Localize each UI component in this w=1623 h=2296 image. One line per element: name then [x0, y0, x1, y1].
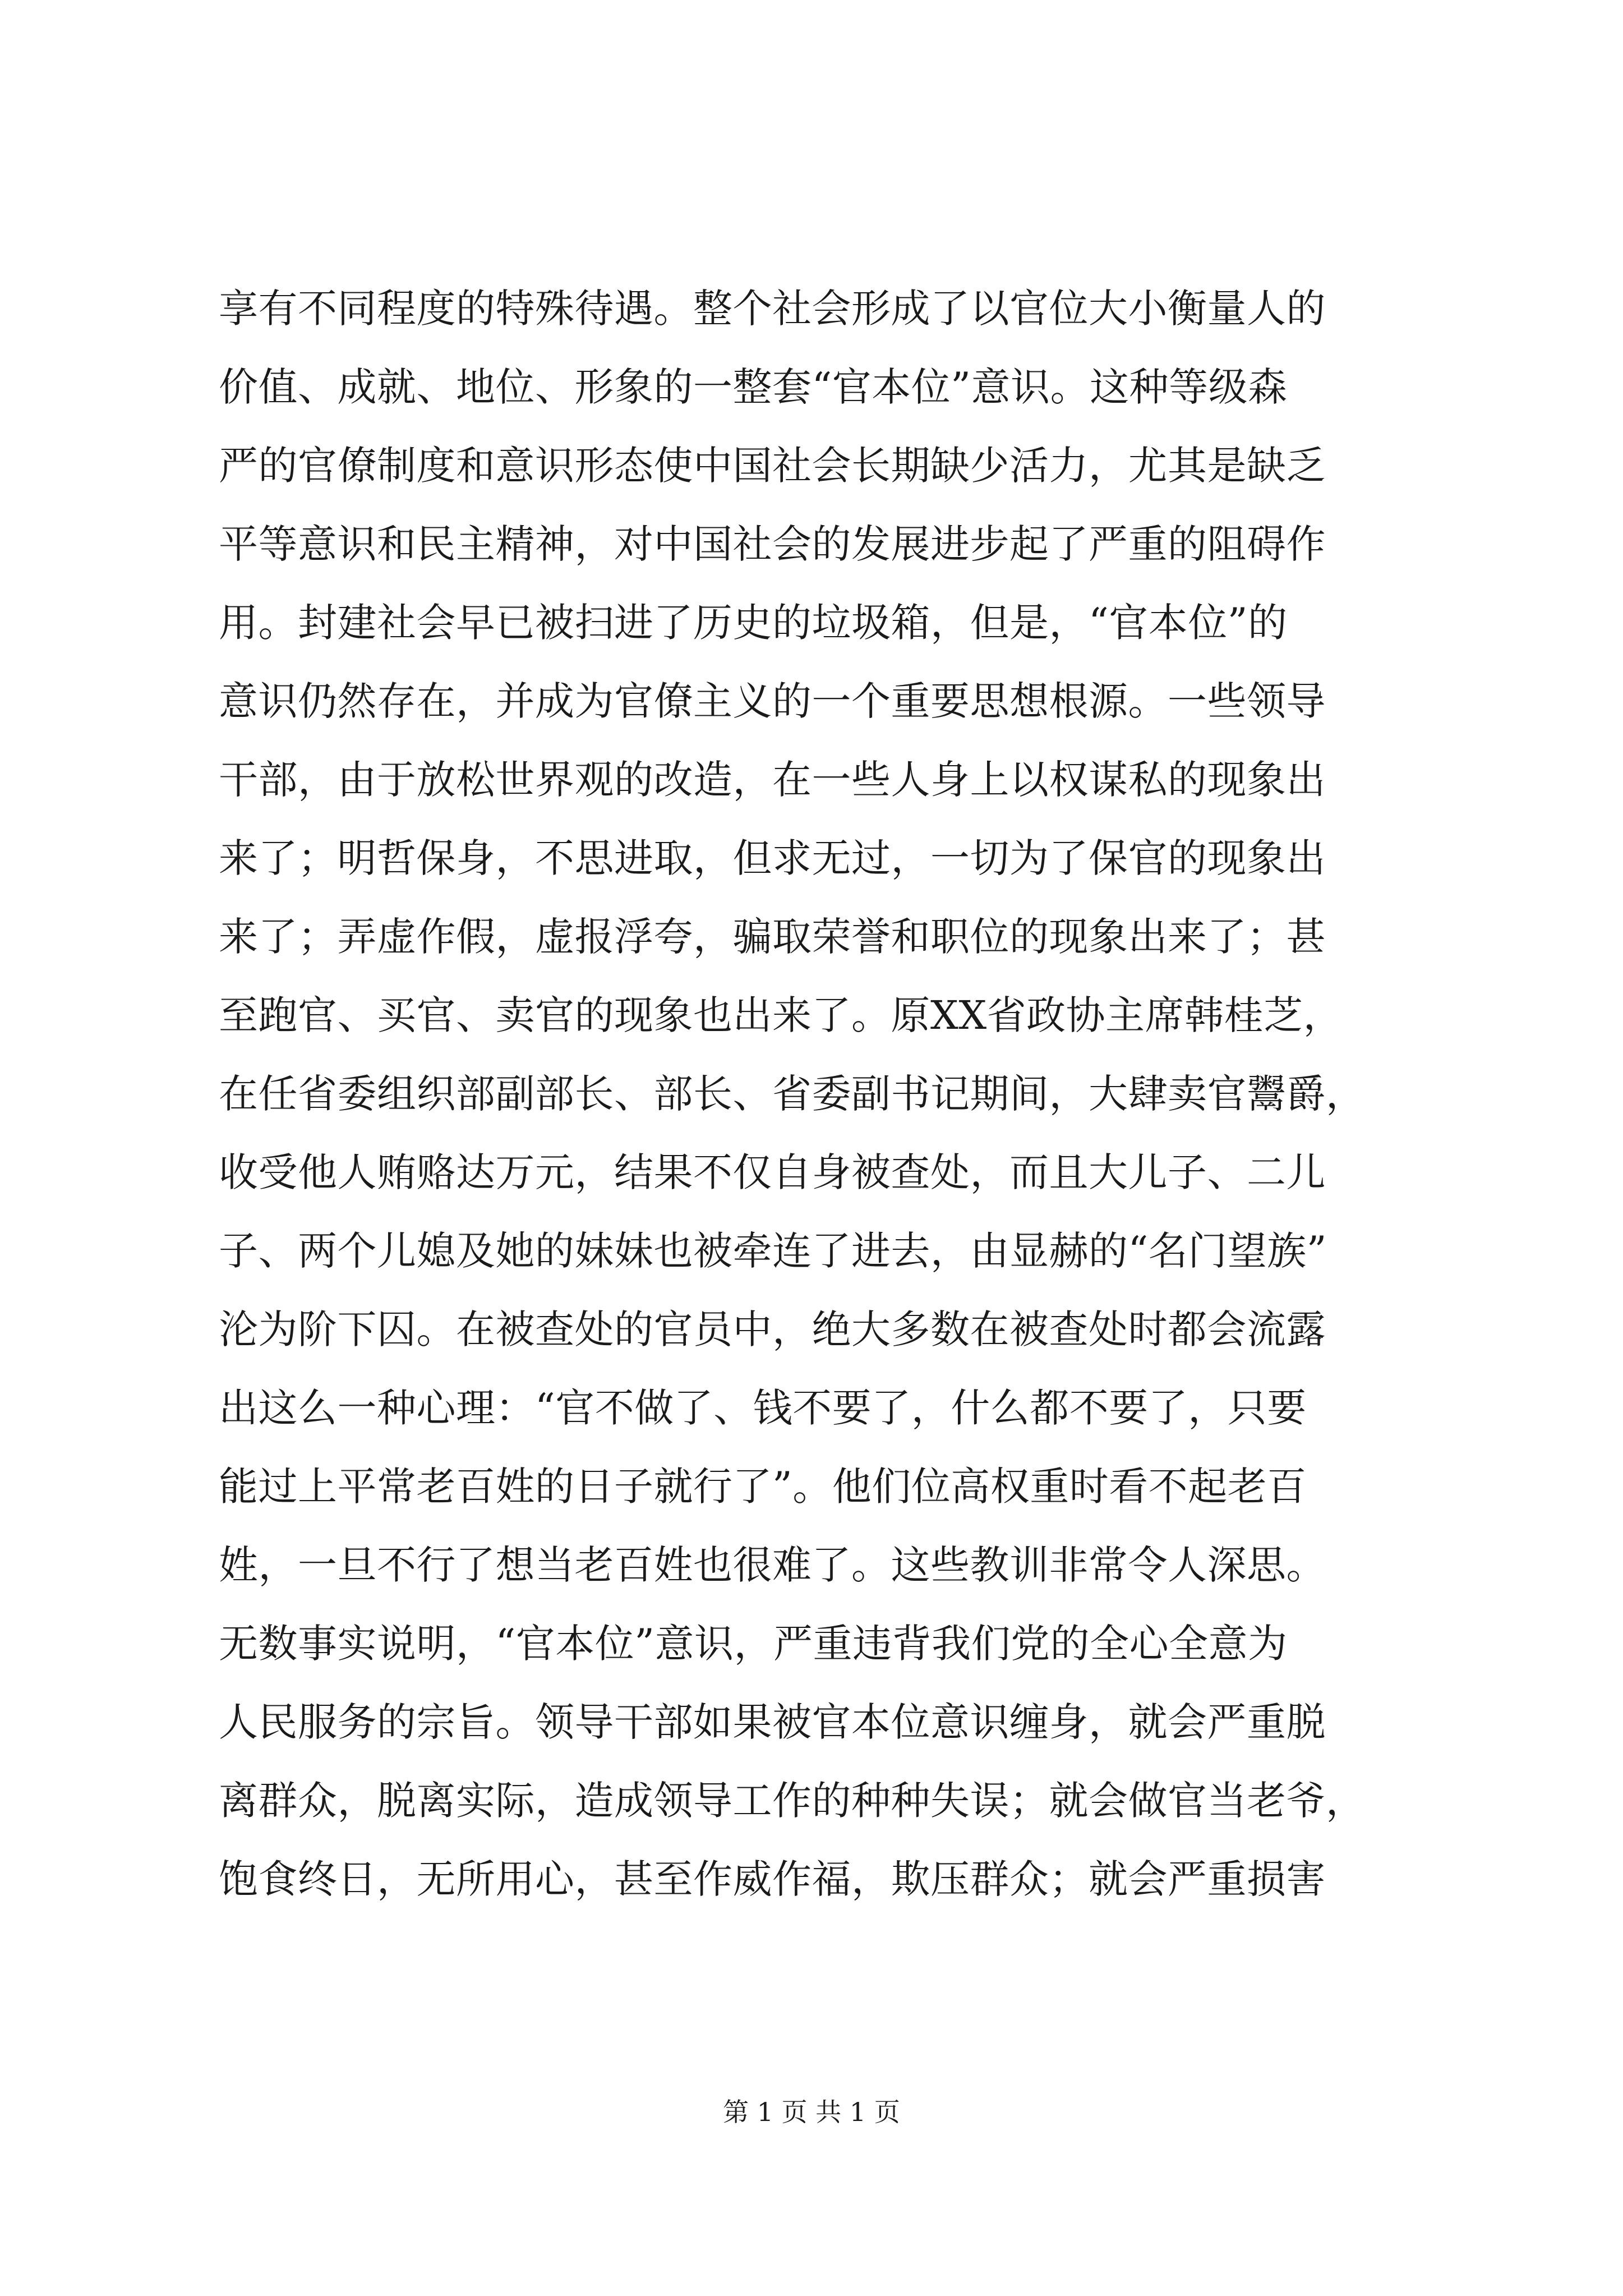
text-line: 来了；弄虚作假，虚报浮夸，骗取荣誉和职位的现象出来了；甚: [219, 914, 1326, 960]
body-paragraph: [219, 269, 1430, 1918]
text-line: 沦为阶下囚。在被查处的官员中，绝大多数在被查处时都会流露: [219, 1306, 1326, 1352]
text-line: 子、两个儿媳及她的妹妹也被牵连了进去，由显赫的“名门望族”: [219, 1228, 1327, 1274]
page-number-footer: 第 1 页 共 1 页: [723, 2097, 900, 2127]
text-line: 收受他人贿赂达万元，结果不仅自身被查处，而且大儿子、二儿: [219, 1149, 1326, 1195]
text-line: 出这么一种心理：“官不做了、钱不要了，什么都不要了，只要: [219, 1385, 1307, 1431]
text-line: 严的官僚制度和意识形态使中国社会长期缺少活力，尤其是缺乏: [219, 443, 1326, 489]
text-line: 人民服务的宗旨。领导干部如果被官本位意识缠身，就会严重脱: [219, 1699, 1326, 1745]
text-line: 至跑官、买官、卖官的现象也出来了。原XX省政协主席韩桂芝，: [219, 992, 1343, 1038]
text-line: 干部，由于放松世界观的改造，在一些人身上以权谋私的现象出: [219, 757, 1326, 803]
text-line: 饱食终日，无所用心，甚至作威作福，欺压群众；就会严重损害: [219, 1856, 1326, 1902]
text-line: 离群众，脱离实际，造成领导工作的种种失误；就会做官当老爷，: [219, 1778, 1366, 1824]
text-line: 来了；明哲保身，不思进取，但求无过，一切为了保官的现象出: [219, 835, 1326, 881]
text-line: 姓，一旦不行了想当老百姓也很难了。这些教训非常令人深思。: [219, 1542, 1326, 1588]
text-line: 能过上平常老百姓的日子就行了”。他们位高权重时看不起老百: [219, 1464, 1307, 1510]
text-line: 享有不同程度的特殊待遇。整个社会形成了以官位大小衡量人的: [219, 286, 1326, 332]
text-line: 平等意识和民主精神，对中国社会的发展进步起了严重的阻碍作: [219, 521, 1326, 567]
text-line: 意识仍然存在，并成为官僚主义的一个重要思想根源。一些领导: [219, 678, 1326, 724]
text-line: 用。封建社会早已被扫进了历史的垃圾箱，但是，“官本位”的: [219, 600, 1288, 646]
text-line: 在任省委组织部副部长、部长、省委副书记期间，大肆卖官鬻爵，: [219, 1071, 1366, 1117]
text-line: 无数事实说明，“官本位”意识，严重违背我们党的全心全意为: [219, 1621, 1288, 1667]
text-line: 价值、成就、地位、形象的一整套“官本位”意识。这种等级森: [219, 364, 1288, 410]
